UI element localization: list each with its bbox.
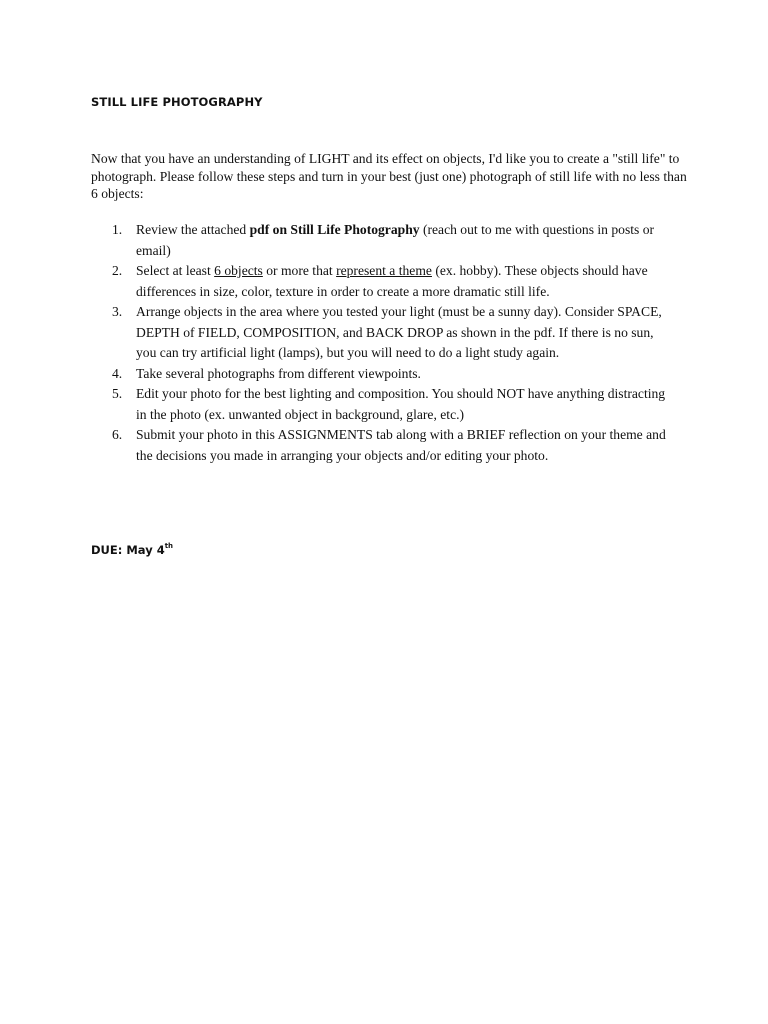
step-number: 2. [112,263,123,278]
list-item [91,364,671,385]
steps-list [91,220,671,466]
step-text: or more that [262,263,337,278]
step-text: (ex. hobby). These objects should have differences in size, color, texture in order to create a more dramatic still life. [136,263,648,299]
step-number: 6. [112,427,123,442]
document-title: STILL LIFE PHOTOGRAPHY [91,95,263,109]
due-label: DUE: May 4 [91,543,165,557]
step-text: Take several photographs from different viewpoints. [136,365,421,381]
step-number: 5. [112,386,123,401]
list-item [91,302,671,364]
step-text: Arrange objects in the area where you tested your light (must be a sunny day). Consider SPACE, DEPTH of FIELD, COMPOSITION, and BACK DROP as shown in the pdf. If there is no sun, you can try artificial light (lamps), but you will need to do a light study again. [136,304,662,360]
intro-paragraph: Now that you have an understanding of LIGHT and its effect on objects, I'd like you to create a "still life" to photograph. Please follow these steps and turn in your best (just one) photograph of still life with no less than 6 objects: [91,151,687,201]
step-text: Review the attached [136,222,250,237]
list-item [91,261,671,302]
underlined-theme: represent a theme [336,263,432,278]
step-text: (reach out to me with questions in posts or email) [136,222,655,258]
step-number: 4. [112,365,123,381]
step-number: 1. [112,222,123,237]
due-date [91,543,173,557]
pdf-reference: pdf on Still Life Photography [249,222,420,237]
list-item [91,384,671,425]
list-item [91,220,671,261]
step-text: Submit your photo in this ASSIGNMENTS tab along with a BRIEF reflection on your theme and the decisions you made in arranging your objects and/or editing your photo. [136,427,666,463]
due-suffix: th [164,542,174,551]
underlined-objects: 6 objects [214,263,263,278]
step-text: Edit your photo for the best lighting and composition. You should NOT have anything distracting in the photo (ex. unwanted object in background, glare, etc.) [136,386,666,422]
list-item [91,425,671,466]
step-number: 3. [112,304,123,319]
step-text: Select at least [136,263,215,278]
